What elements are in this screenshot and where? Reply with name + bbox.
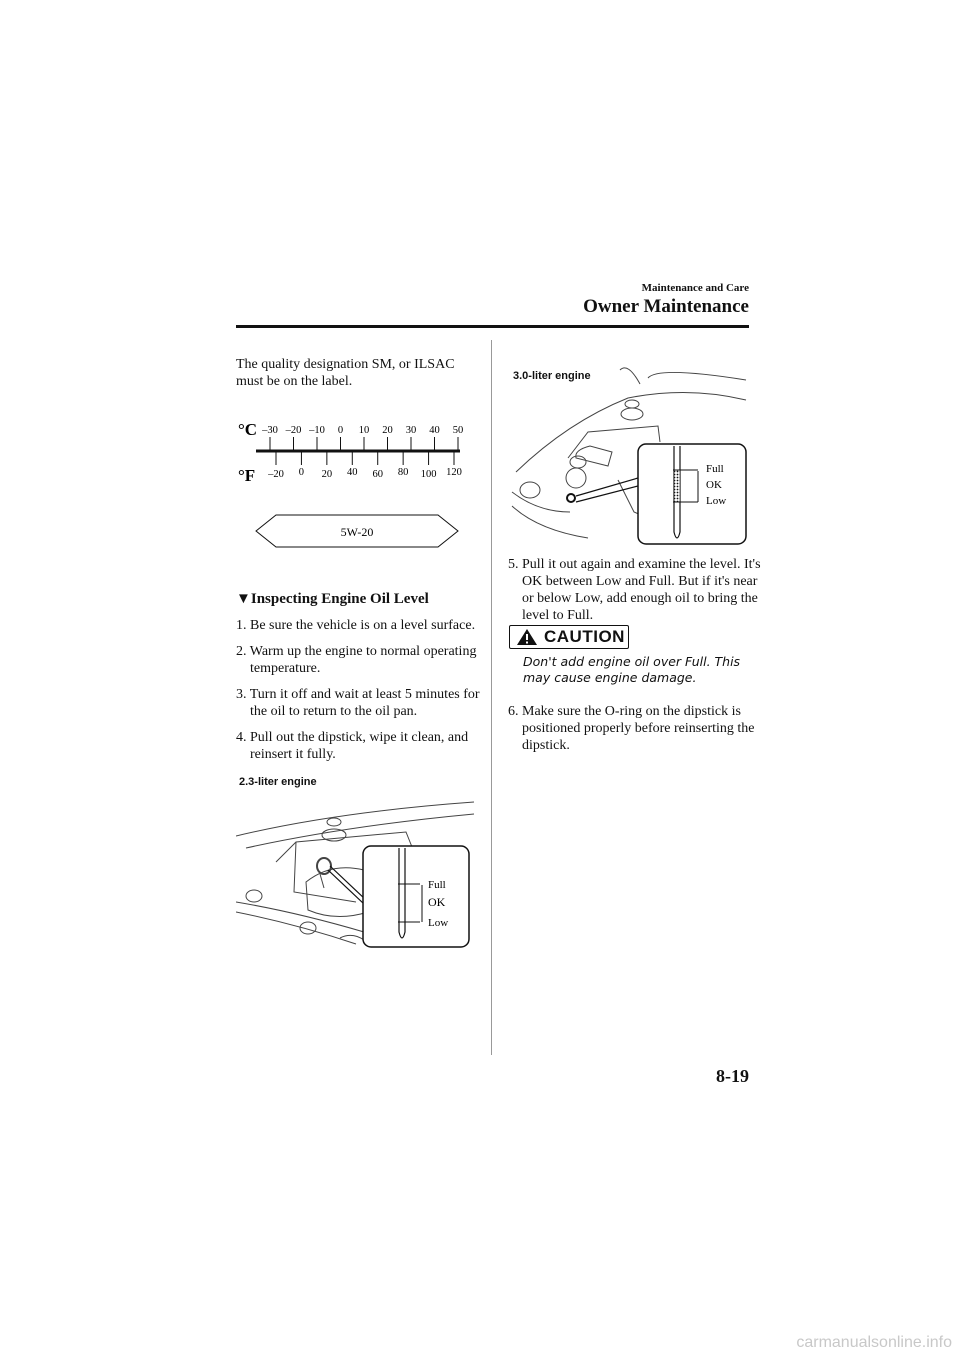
celsius-tick-label: 50 <box>452 425 464 436</box>
caution-text: Don't add engine oil over Full. This may cause engine damage. <box>523 654 741 685</box>
dipstick-inset-frame <box>363 846 469 947</box>
step-4: 4. Pull out the dipstick, wipe it clean, and reinsert it fully. <box>236 730 469 762</box>
header-section-title: Maintenance and Care <box>641 282 749 294</box>
celsius-tick-label: 0 <box>337 425 344 436</box>
header-rule <box>236 325 749 328</box>
figure-30-label: 3.0-liter engine <box>513 370 591 382</box>
celsius-ticks <box>261 425 463 451</box>
fahrenheit-tick-label: 0 <box>298 467 305 478</box>
fahrenheit-tick-label: 40 <box>347 467 358 478</box>
celsius-tick-label: –30 <box>262 425 278 436</box>
fahrenheit-tick-label: 20 <box>321 469 333 480</box>
steps-list <box>236 617 486 763</box>
dipstick-inset-frame <box>638 444 746 544</box>
step-2: 2. Warm up the engine to normal operating temperature. <box>236 644 477 676</box>
step-6: 6. Make sure the O-ring on the dipstick is positioned properly before reinserting the dipstick. <box>508 704 755 753</box>
header-chapter-title: Owner Maintenance <box>583 296 749 317</box>
caution-title: CAUTION <box>544 627 625 646</box>
celsius-tick-label: 30 <box>405 425 417 436</box>
celsius-tick-label: 10 <box>358 425 370 436</box>
dipstick-full-label: Full <box>428 879 446 891</box>
column-divider <box>491 340 492 1055</box>
engine-23-illustration <box>236 792 476 952</box>
page-number: 8-19 <box>716 1066 749 1086</box>
dipstick-low-label: Low <box>428 917 449 929</box>
fahrenheit-tick-label: –20 <box>268 469 284 480</box>
step-1: 1. Be sure the vehicle is on a level surface. <box>236 618 476 633</box>
watermark-text: carmanualsonline.info <box>796 1334 952 1351</box>
celsius-tick-label: –20 <box>285 425 302 436</box>
fahrenheit-tick-label: 100 <box>420 469 437 480</box>
section-heading <box>236 591 429 608</box>
celsius-tick-label: 40 <box>429 425 440 436</box>
celsius-unit-label: °C <box>238 420 258 439</box>
celsius-tick-label: 20 <box>382 425 393 436</box>
fahrenheit-tick-label: 80 <box>397 467 409 478</box>
fahrenheit-unit-label: °F <box>238 466 256 485</box>
dipstick-leader-line <box>328 870 364 904</box>
step-3: 3. Turn it off and wait at least 5 minutes for the oil to return to the oil pan. <box>236 687 480 719</box>
figure-23-label: 2.3-liter engine <box>239 776 317 788</box>
warning-triangle-icon <box>516 628 538 646</box>
temperature-viscosity-chart <box>236 415 476 555</box>
caution-box <box>509 625 629 649</box>
intro-paragraph: The quality designation SM, or ILSAC must be on the label. <box>236 357 455 389</box>
fahrenheit-ticks <box>267 451 462 480</box>
dipstick-shaft <box>399 848 405 938</box>
triangle-down-icon: ▼ <box>236 591 251 607</box>
fahrenheit-tick-label: 120 <box>446 467 462 478</box>
dipstick-ok-label: OK <box>706 479 722 491</box>
oil-grade-label: 5W-20 <box>340 525 374 539</box>
dipstick-full-label: Full <box>706 463 724 475</box>
fahrenheit-tick-label: 60 <box>372 469 383 480</box>
section-heading-text: Inspecting Engine Oil Level <box>250 591 429 607</box>
engine-30-illustration <box>508 362 752 547</box>
dipstick-low-label: Low <box>706 495 727 507</box>
celsius-tick-label: –10 <box>309 425 325 436</box>
dipstick-ok-label: OK <box>428 895 446 909</box>
step-5: 5. Pull it out again and examine the level. It's OK between Low and Full. But if it's near or below Low, add enough oil to bring the level to Full. <box>508 557 761 623</box>
